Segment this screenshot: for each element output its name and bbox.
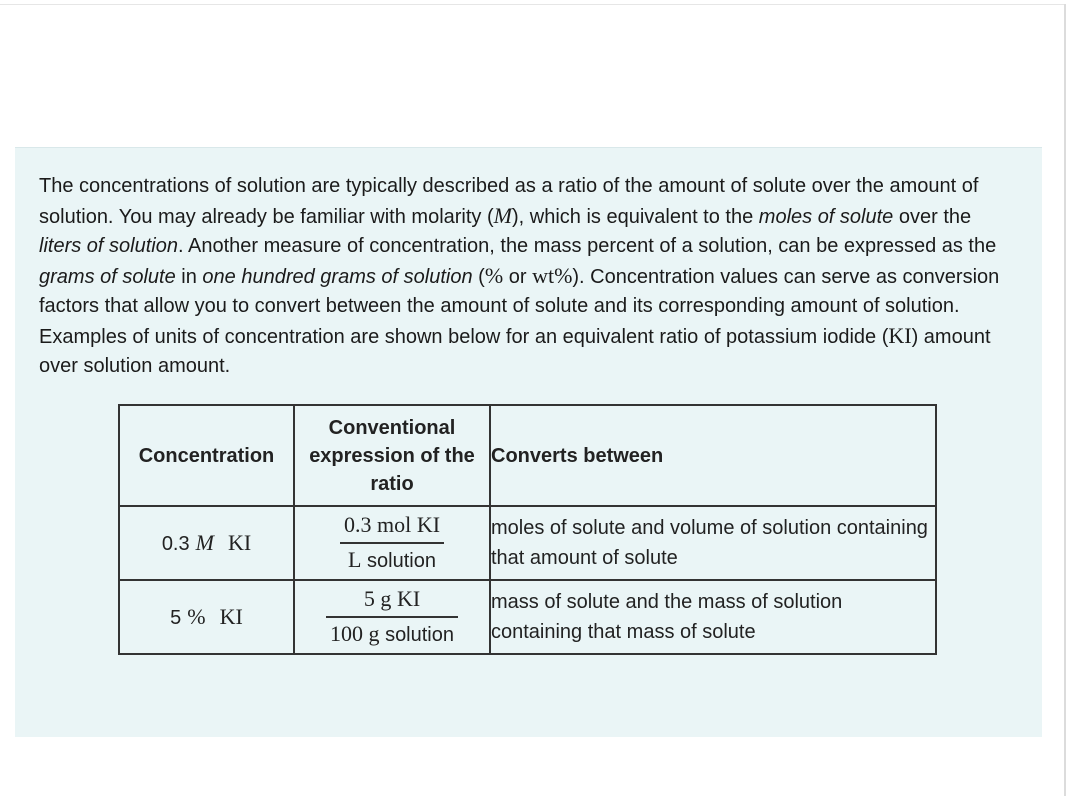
fraction-denominator (326, 618, 458, 648)
ratio-cell (294, 580, 490, 654)
emphasis-grams-of-solute: grams of solute (39, 266, 176, 288)
intro-text: ), which is equivalent to the (511, 206, 759, 228)
intro-text: The concentrations of solution are typically described as a ratio of the amount of solute over the amount of solution. You may already be familiar with molarity ( (39, 175, 979, 228)
numerator-value: 5 (363, 586, 375, 611)
intro-text: . Another measure of concentration, the mass percent of a solution, can be expressed as the (177, 235, 997, 257)
ratio-cell (294, 506, 490, 580)
numerator-unit: mol (377, 512, 412, 537)
table-row (119, 506, 936, 580)
top-border (0, 4, 1066, 5)
concentration-cell (119, 506, 294, 580)
header-expression: Conventional expression of the ratio (294, 405, 490, 506)
concentration-species: KI (219, 604, 243, 629)
table-header-row (119, 405, 936, 506)
fraction-numerator (326, 586, 458, 618)
table-row (119, 580, 936, 654)
converts-cell: moles of solute and volume of solution containing that amount of solute (490, 506, 936, 580)
intro-text: in (175, 266, 203, 288)
ratio-fraction (340, 512, 444, 574)
concentration-value: 5 (170, 607, 182, 629)
concentration-table (118, 404, 937, 655)
emphasis-moles-of-solute: moles of solute (758, 206, 894, 228)
intro-text: ( (472, 266, 485, 288)
fraction-numerator (340, 512, 444, 544)
concentration-value: 0.3 (161, 533, 190, 555)
ratio-fraction (326, 586, 458, 648)
concentration-species: KI (227, 530, 252, 555)
denominator-value: 100 g (330, 621, 380, 646)
header-concentration: Concentration (119, 405, 294, 506)
concentration-unit: M (195, 530, 214, 555)
numerator-unit: g (380, 586, 392, 611)
denominator-word: solution (367, 550, 436, 572)
percent-symbol: % (484, 263, 504, 288)
denominator-word: solution (385, 624, 454, 646)
header-converts-between: Converts between (490, 405, 936, 506)
fraction-denominator (340, 544, 444, 574)
emphasis-hundred-grams: one hundred grams of solution (202, 266, 473, 288)
numerator-species: KI (396, 586, 421, 611)
concentration-unit: % (187, 604, 206, 629)
ki-symbol: KI (888, 323, 912, 348)
molarity-symbol: M (493, 203, 512, 228)
converts-cell: mass of solute and the mass of solution containing that mass of solute (490, 580, 936, 654)
numerator-species: KI (416, 512, 441, 537)
denominator-value: L (348, 547, 362, 572)
intro-text: ) amount over solution amount. (39, 326, 991, 377)
wt-percent-symbol: wt% (532, 263, 573, 288)
concentration-cell (119, 580, 294, 654)
emphasis-liters-of-solution: liters of solution (39, 235, 178, 257)
intro-text: over the (893, 206, 972, 228)
content-panel (15, 147, 1042, 737)
intro-text: ). Concentration values can serve as conversion factors that allow you to convert between the amount of solute and its corresponding amount of solution. Examples of units of concentration are shown below for an equivalent ratio of potassium iodide ( (39, 266, 1000, 348)
scrollbar-track[interactable] (1064, 4, 1066, 796)
intro-text: or (503, 266, 533, 288)
intro-paragraph (39, 172, 1014, 381)
numerator-value: 0.3 (343, 512, 372, 537)
